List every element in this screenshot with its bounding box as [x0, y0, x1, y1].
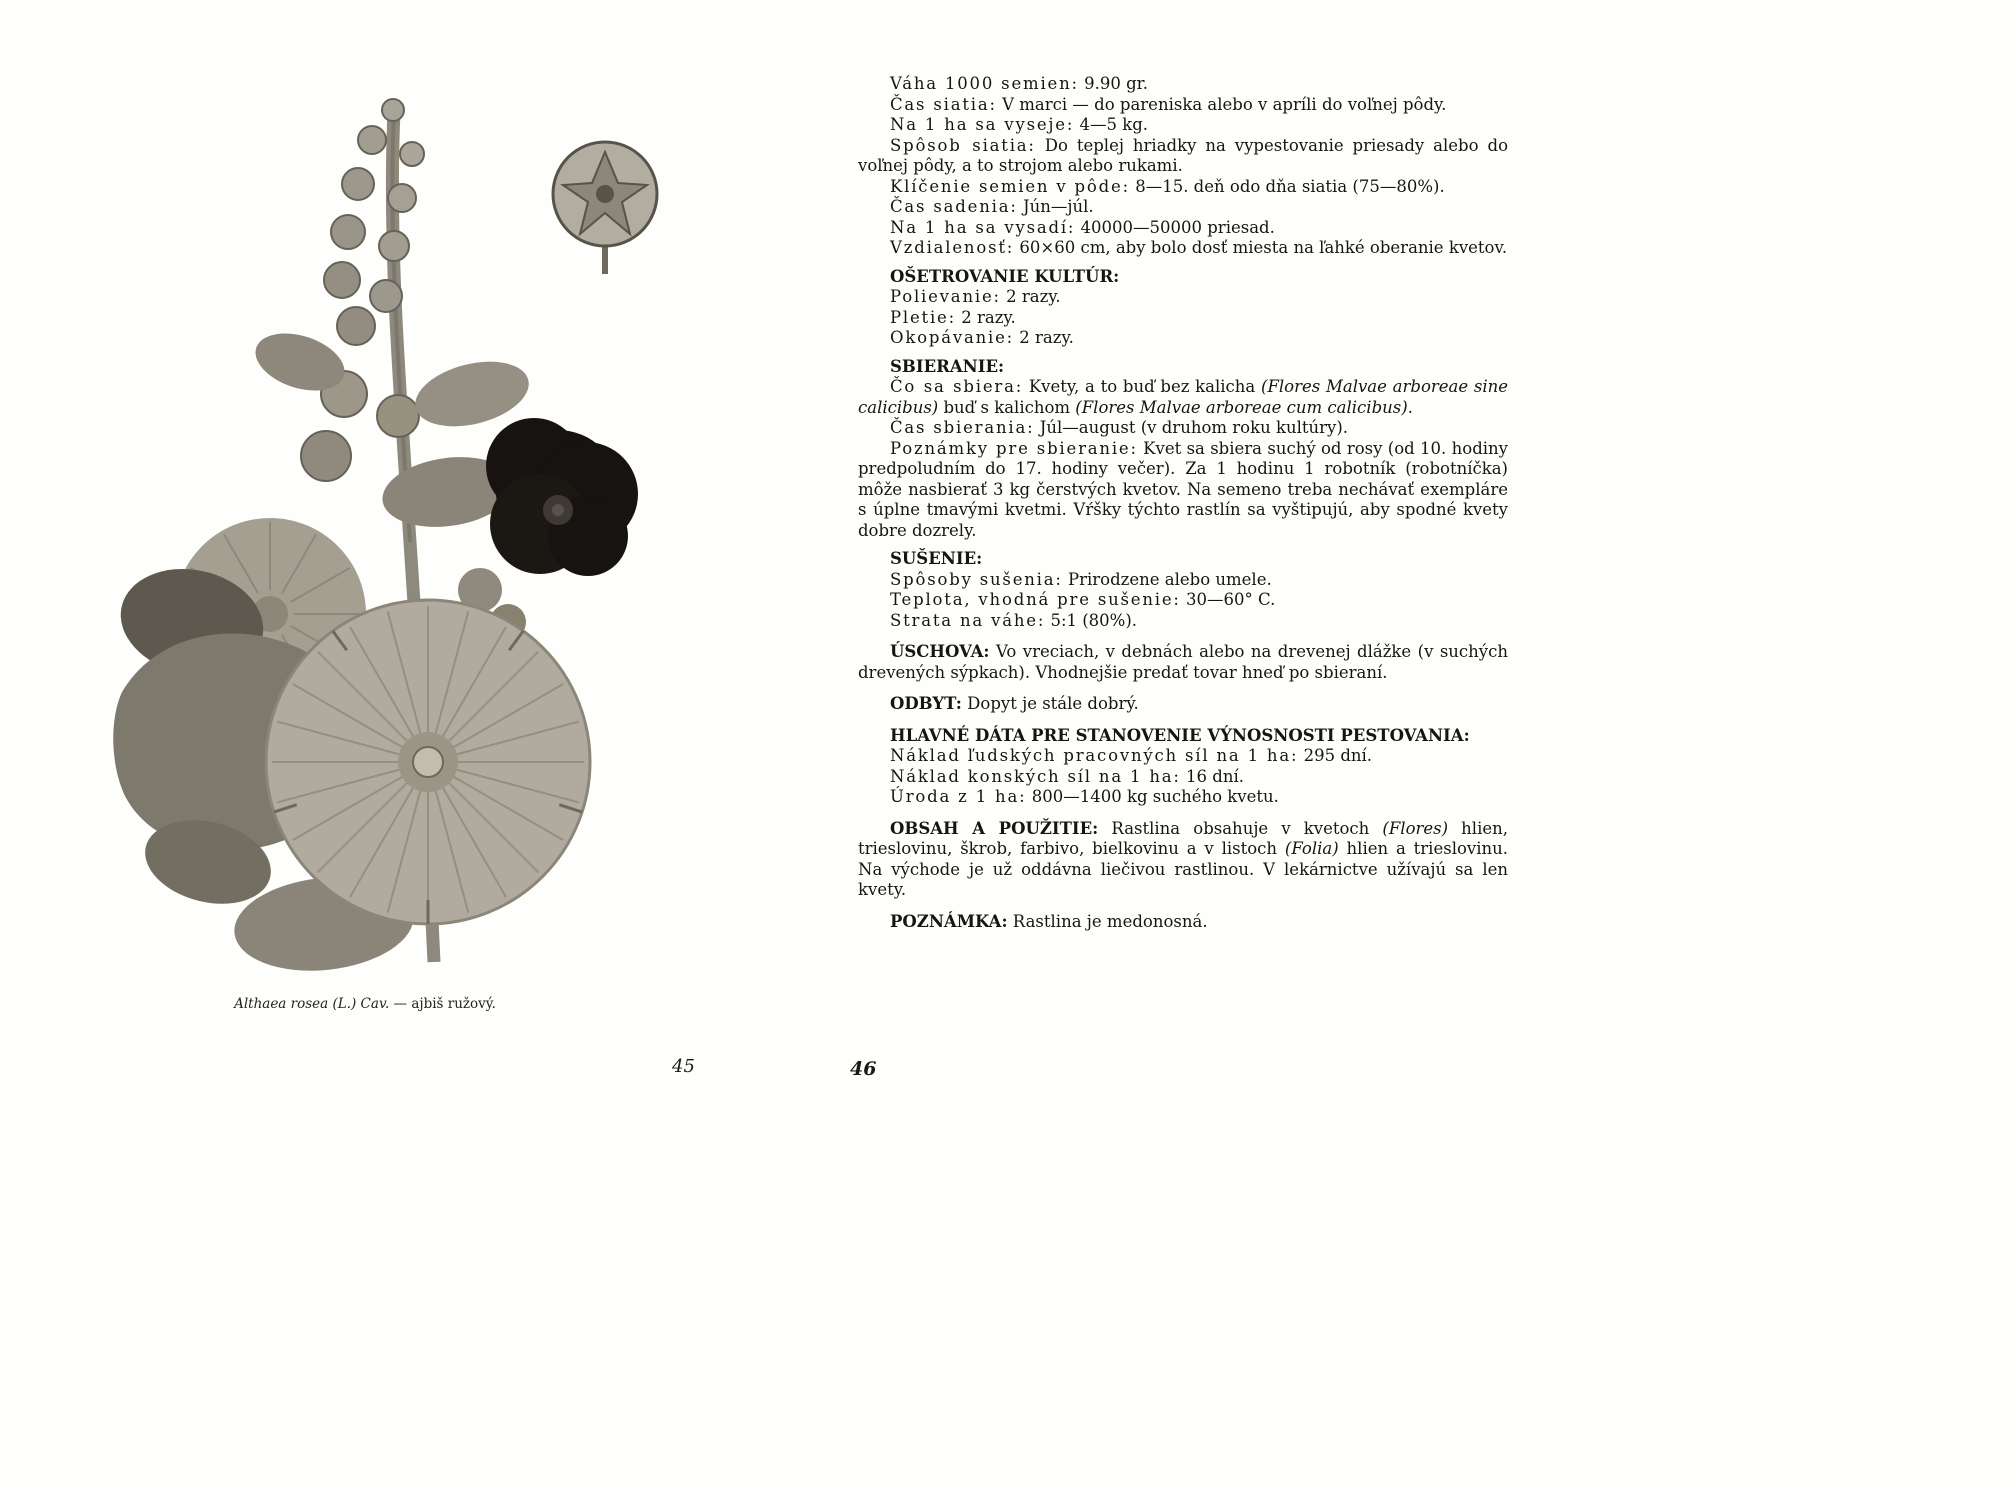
text-paragraph: Náklad konských síl na 1 ha: 16 dní.: [890, 766, 1244, 786]
text-paragraph: Na 1 ha sa vyseje: 4—5 kg.: [890, 115, 1149, 134]
page-number-right: 46: [850, 1058, 877, 1080]
page-number-left: 45: [672, 1056, 695, 1077]
text-paragraph: Klíčenie semien v pôde: 8—15. deň odo dňa siatia (75—80%).: [890, 176, 1445, 196]
figure-caption: [150, 996, 580, 1012]
text-paragraph: Teplota, vhodná pre sušenie: 30—60° C.: [890, 590, 1276, 609]
text-paragraph: Čo sa sbiera: Kvety, a to buď bez kalicha (Flores Malvae arboreae sine calicibus) buď s kalichom (Flores Malvae arboreae cum calicibus).: [858, 377, 1509, 417]
caption-species: Althaea rosea (L.) Cav.: [234, 996, 390, 1012]
right-page-text: [858, 74, 1508, 932]
text-paragraph: Náklad ľudských pracovných síl na 1 ha: 295 dní.: [890, 746, 1373, 765]
main-flower: [266, 600, 590, 924]
text-paragraph: Vzdialenosť: 60×60 cm, aby bolo dosť miesta na ľahké oberanie kvetov.: [890, 238, 1508, 257]
text-paragraph: Spôsob siatia: Do teplej hriadky na vypestovanie priesady alebo do voľnej pôdy, a to strojom alebo rukami.: [858, 135, 1508, 175]
text-paragraph: Spôsoby sušenia: Prirodzene alebo umele.: [890, 569, 1272, 589]
bud-raceme: [301, 99, 424, 481]
text-paragraph: Okopávanie: 2 razy.: [890, 328, 1074, 347]
text-paragraph: HLAVNÉ DÁTA PRE STANOVENIE VÝNOSNOSTI PESTOVANIA:: [890, 725, 1470, 745]
text-paragraph: OBSAH A POUŽITIE: Rastlina obsahuje v kvetoch (Flores) hlien, trieslovinu, škrob, farbivo, bielkovinu a v listoch (Folia) hlien a trieslovinu. Na východe je už oddávna liečivou rastlinou. V lekárnictve užívajú sa len kvety.: [858, 818, 1509, 899]
text-paragraph: ODBYT: Dopyt je stále dobrý.: [890, 694, 1139, 713]
text-paragraph: Strata na váhe: 5:1 (80%).: [890, 610, 1138, 630]
text-paragraph: ÚSCHOVA: Vo vreciach, v debnách alebo na drevenej dlážke (v suchých drevených sýpkach). Vhodnejšie predať tovar hneď po sbieraní.: [858, 642, 1508, 682]
text-paragraph: SBIERANIE:: [890, 356, 1005, 376]
seed-capsule-illustration: [553, 142, 657, 274]
caption-common-name: — ajbiš ružový.: [389, 996, 496, 1012]
text-paragraph: SUŠENIE:: [890, 549, 983, 568]
text-paragraph: Čas siatia: V marci — do pareniska alebo v apríli do voľnej pôdy.: [890, 94, 1447, 114]
text-paragraph: Čas sadenia: Jún—júl.: [890, 197, 1094, 216]
text-paragraph: OŠETROVANIE KULTÚR:: [890, 266, 1120, 286]
hollyhock-illustration: [88, 62, 668, 992]
text-paragraph: Poznámky pre sbieranie: Kvet sa sbiera suchý od rosy (od 10. hodiny predpoludním do 17. hodiny večer). Za 1 hodinu 1 robotník (robotníčka) môže nasbierať 3 kg čerstvých kvetov. Na semeno treba nechávať exempláre s úplne tmavými kvetmi. Vŕšky týchto rastlín sa vyštipujú, aby spodné kvety dobre dozrely.: [858, 438, 1508, 540]
text-paragraph: POZNÁMKA: Rastlina je medonosná.: [890, 911, 1208, 931]
text-paragraph: Na 1 ha sa vysadí: 40000—50000 priesad.: [890, 217, 1275, 237]
text-paragraph: Pletie: 2 razy.: [890, 307, 1016, 327]
dark-flower: [486, 418, 638, 576]
text-paragraph: Úroda z 1 ha: 800—1400 kg suchého kvetu.: [890, 787, 1279, 806]
text-paragraph: Čas sbierania: Júl—august (v druhom roku kultúry).: [890, 418, 1349, 437]
text-paragraph: Polievanie: 2 razy.: [890, 287, 1061, 306]
text-paragraph: Váha 1000 semien: 9.90 gr.: [890, 74, 1149, 93]
